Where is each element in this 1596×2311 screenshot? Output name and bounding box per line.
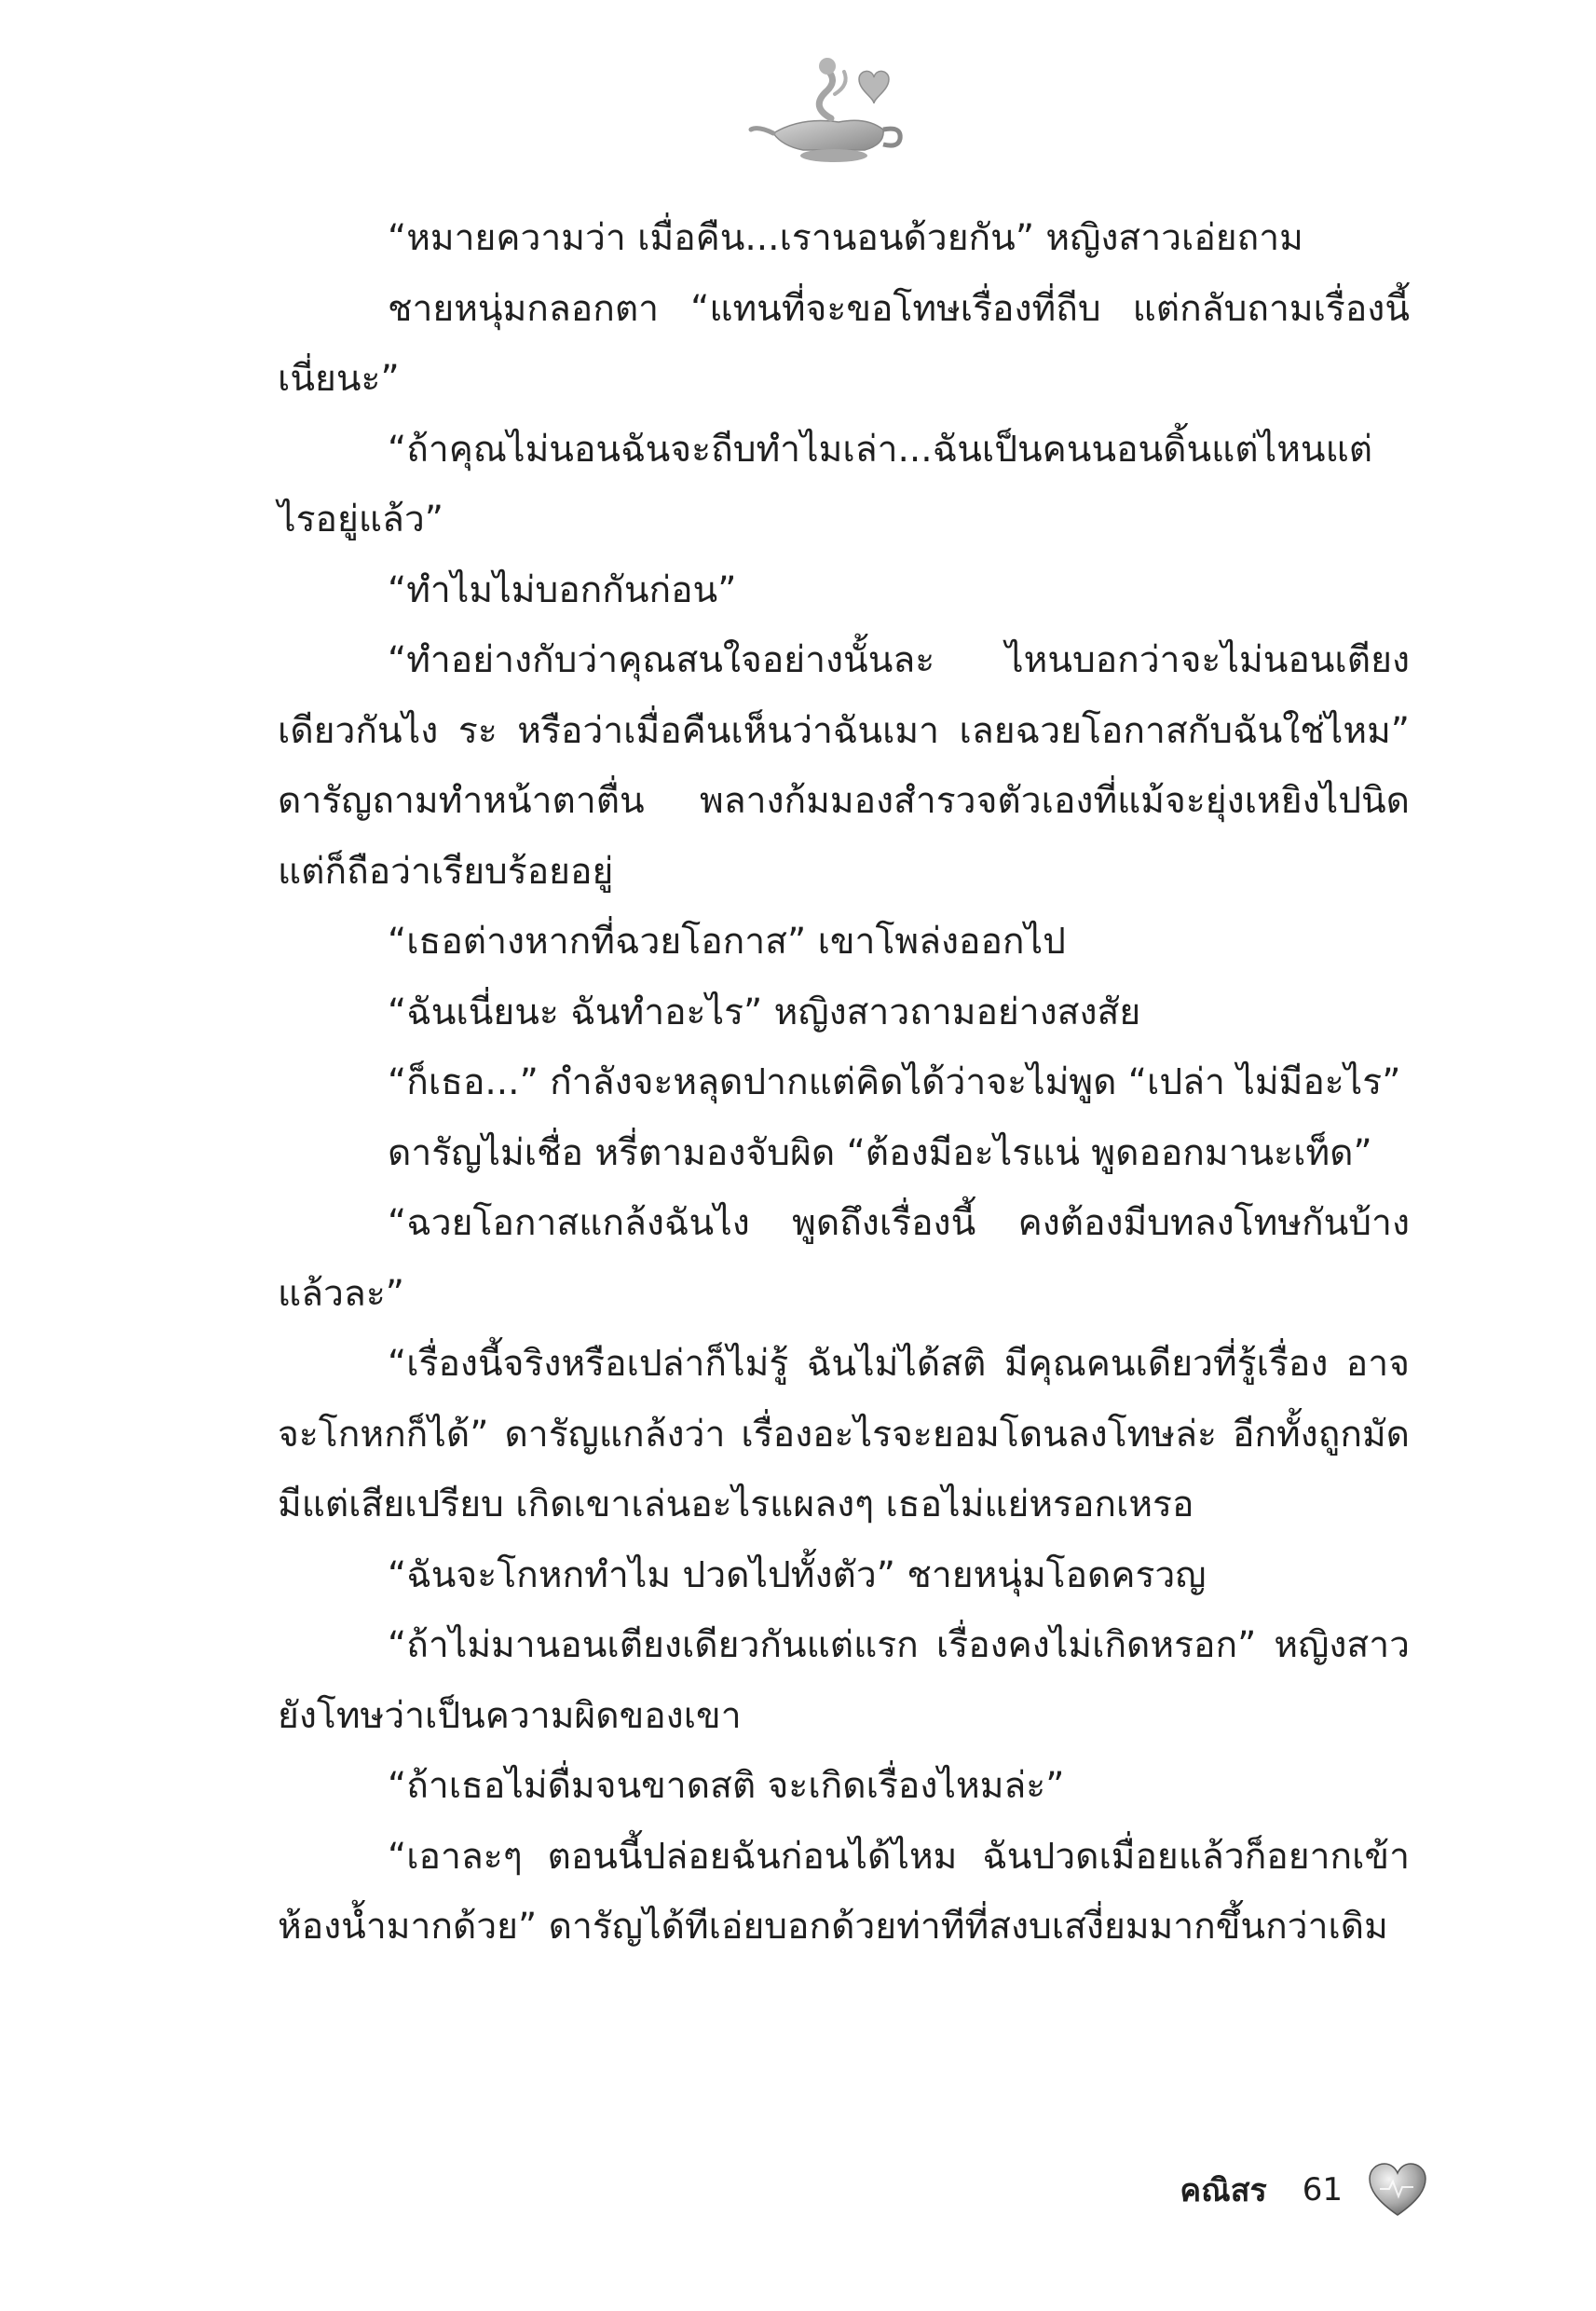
paragraph: “ทำอย่างกับว่าคุณสนใจอย่างนั้นละ ไหนบอกว่าจะไม่นอนเตียงเดียวกันไง ระ หรือว่าเมื่อคืนเห็นว่าฉันเมา เลยฉวยโอกาสกับฉันใช่ไหม” ดารัญถามทำหน้าตาตื่น พลางก้มมองสำรวจตัวเองที่แม้จะยุ่งเหยิงไปนิดแต่ก็ถือว่าเรียบร้อยอยู่ xyxy=(278,639,1410,893)
page-footer xyxy=(1180,2148,1428,2232)
author-name: คณิสร xyxy=(1180,2172,1267,2209)
page-number: 61 xyxy=(1302,2171,1343,2208)
paragraph: “ฉันจะโกหกทำไม ปวดไปทั้งตัว” ชายหนุ่มโอดครวญ xyxy=(388,1553,1207,1596)
lamp-ornament-icon xyxy=(745,51,913,172)
paragraph: “ถ้าไม่มานอนเตียงเดียวกันแต่แรก เรื่องคงไม่เกิดหรอก” หญิงสาวยังโทษว่าเป็นความผิดของเขา xyxy=(278,1624,1410,1737)
paragraph: “เอาละๆ ตอนนี้ปล่อยฉันก่อนได้ไหม ฉันปวดเมื่อยแล้วก็อยากเข้าห้องน้ำมากด้วย” ดารัญได้ทีเอ่ยบอกด้วยท่าทีที่สงบเสงี่ยมมากขึ้นกว่าเดิม xyxy=(278,1835,1410,1948)
story-body xyxy=(278,203,1410,1962)
paragraph: “เรื่องนี้จริงหรือเปล่าก็ไม่รู้ ฉันไม่ได้สติ มีคุณคนเดียวที่รู้เรื่อง อาจจะโกหกก็ได้” ดารัญแกล้งว่า เรื่องอะไรจะยอมโดนลงโทษล่ะ อีกทั้งถูกมัด มีแต่เสียเปรียบ เกิดเขาเล่นอะไรแผลงๆ เธอไม่แย่หรอกเหรอ xyxy=(278,1343,1410,1525)
paragraph: “ถ้าคุณไม่นอนฉันจะถีบทำไมเล่า...ฉันเป็นคนนอนดิ้นแต่ไหนแต่ไรอยู่แล้ว” xyxy=(278,428,1373,540)
paragraph: “ก็เธอ...” กำลังจะหลุดปากแต่คิดได้ว่าจะไม่พูด “เปล่า ไม่มีอะไร” xyxy=(388,1061,1401,1103)
paragraph: “ถ้าเธอไม่ดื่มจนขาดสติ จะเกิดเรื่องไหมล่ะ” xyxy=(388,1765,1065,1807)
paragraph: “เธอต่างหากที่ฉวยโอกาส” เขาโพล่งออกไป xyxy=(388,921,1066,963)
paragraph: “ฉันเนี่ยนะ ฉันทำอะไร” หญิงสาวถามอย่างสงสัย xyxy=(388,991,1141,1033)
paragraph: “ทำไมไม่บอกกันก่อน” xyxy=(388,568,737,611)
paragraph: “หมายความว่า เมื่อคืน...เรานอนด้วยกัน” หญิงสาวเอ่ยถาม xyxy=(388,217,1303,259)
paragraph: ดารัญไม่เชื่อ หรี่ตามองจับผิด “ต้องมีอะไรแน่ พูดออกมานะเท็ด” xyxy=(388,1131,1372,1174)
heart-icon xyxy=(1367,2161,1428,2219)
paragraph: ชายหนุ่มกลอกตา “แทนที่จะขอโทษเรื่องที่ถีบ แต่กลับถามเรื่องนี้เนี่ยนะ” xyxy=(278,287,1410,400)
paragraph: “ฉวยโอกาสแกล้งฉันไง พูดถึงเรื่องนี้ คงต้องมีบทลงโทษกันบ้างแล้วละ” xyxy=(278,1202,1410,1315)
